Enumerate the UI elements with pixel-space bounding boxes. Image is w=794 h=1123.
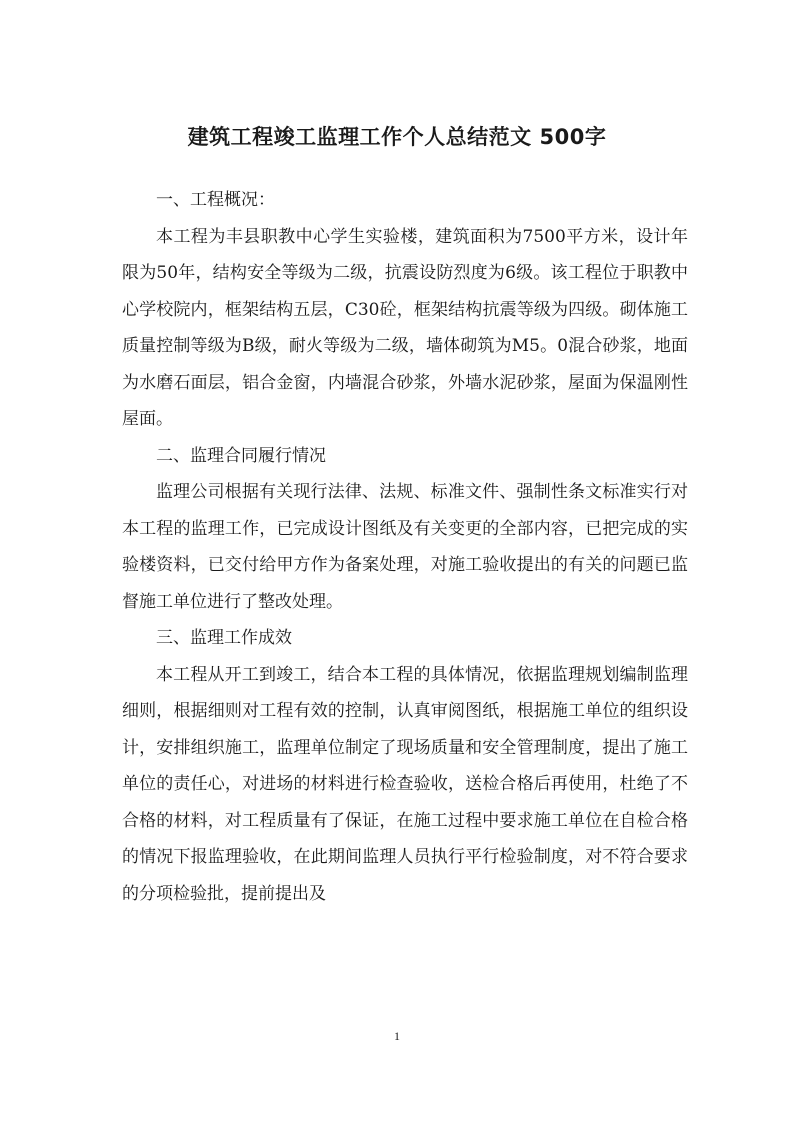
page-number: 1 (394, 1029, 400, 1043)
paragraph-contract-performance: 监理公司根据有关现行法律、法规、标准文件、强制性条文标准实行对本工程的监理工作，已完成设计图纸及有关变更的全部内容，已把完成的实验楼资料，已交付给甲方作为备案处理，对施工验收提出的有关的问题已监督施工单位进行了整改处理。 (122, 482, 688, 612)
document-title: 建筑工程竣工监理工作个人总结范文 500字 (187, 125, 607, 149)
document-body (122, 182, 688, 912)
section-heading-2: 二、监理合同履行情况 (156, 445, 326, 466)
section-heading-1: 一、工程概况： (156, 190, 275, 210)
section-heading-3: 三、监理工作成效 (156, 628, 292, 648)
paragraph-supervision-results: 本工程从开工到竣工，结合本工程的具体情况，依据监理规划编制监理细则，根据细则对工程有效的控制，认真审阅图纸，根据施工单位的组织设计，安排组织施工，监理单位制定了现场质量和安全管理制度，提出了施工单位的责任心，对进场的材料进行检查验收，送检合格后再使用，杜绝了不合格的材料，对工程质量有了保证，在施工过程中要求施工单位在自检合格的情况下报监理验收，在此期间监理人员执行平行检验制度，对不符合要求的分项检验批，提前提出及 (122, 664, 688, 904)
paragraph-project-overview: 本工程为丰县职教中心学生实验楼，建筑面积为7500平方米，设计年限为50年，结构安全等级为二级，抗震设防烈度为6级。该工程位于职教中心学校院内，框架结构五层，C30砼，框架结构抗震等级为四级。砌体施工质量控制等级为B级，耐火等级为二级，墙体砌筑为M5。0混合砂浆，地面为水磨石面层，铝合金窗，内墙混合砂浆，外墙水泥砂浆，屋面为保温刚性屋面。 (122, 226, 688, 429)
